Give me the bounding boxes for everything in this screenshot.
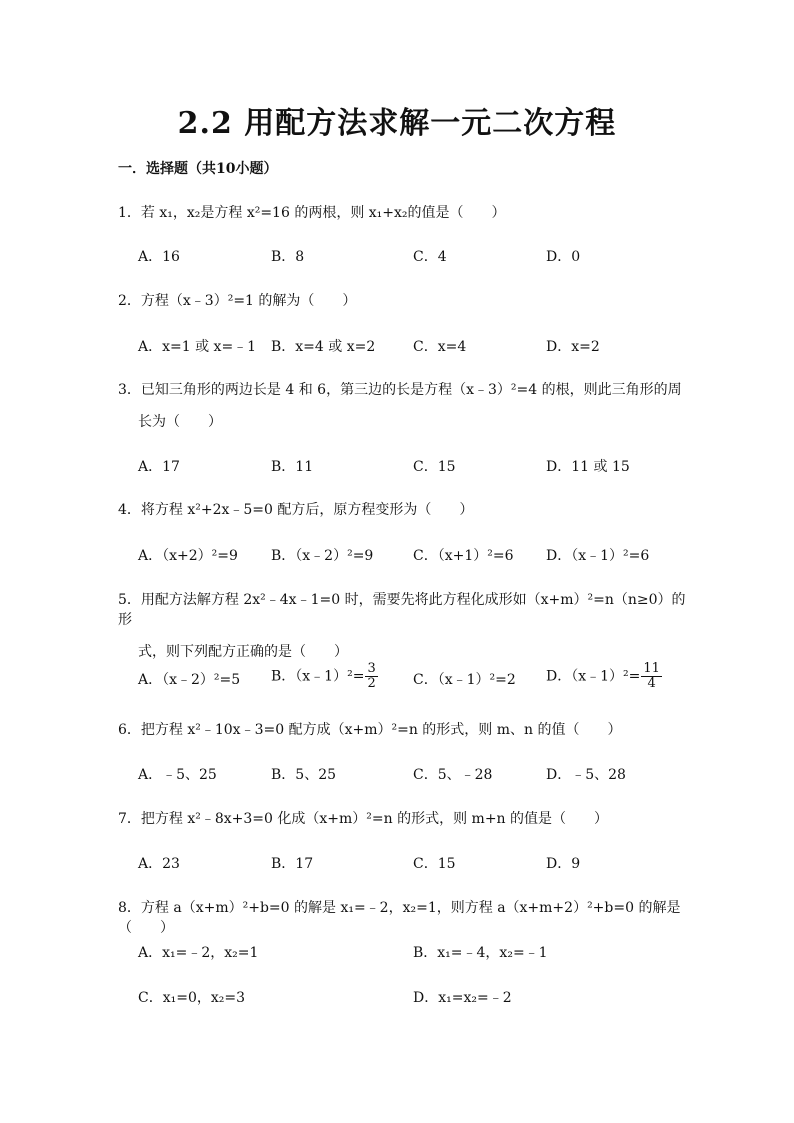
option-d-text: D．（x﹣1）²= (546, 668, 641, 685)
fraction (365, 662, 377, 691)
question-3 (118, 380, 688, 432)
option-d: D．﹣5、28 (546, 767, 626, 783)
option-a: A．（x+2）²=9 (138, 548, 238, 564)
option-d: D．9 (546, 856, 581, 872)
option-a: A．17 (138, 459, 180, 475)
option-b (271, 662, 378, 691)
fraction-denominator: 2 (367, 676, 376, 691)
option-c: C．15 (413, 459, 456, 475)
option-a: A．23 (138, 856, 180, 872)
question-5-options (138, 662, 698, 696)
option-c: C．（x﹣1）²=2 (413, 672, 516, 688)
fraction-numerator: 3 (367, 661, 376, 676)
option-b: B．17 (271, 856, 314, 872)
option-c: C．4 (413, 249, 447, 265)
option-a: A．（x﹣2）²=5 (138, 672, 241, 688)
question-2-options (138, 336, 698, 360)
option-a: A．x₁=﹣2，x₂=1 (138, 945, 259, 961)
question-8-options-row2 (138, 987, 698, 1011)
option-d: D．x₁=x₂=﹣2 (413, 990, 512, 1006)
option-b: B．8 (271, 249, 305, 265)
option-a: A．x=1 或 x=﹣1 (138, 339, 257, 355)
option-d (546, 662, 662, 691)
option-c: C．15 (413, 856, 456, 872)
question-2-text: 2．方程（x﹣3）²=1 的解为（ ） (118, 293, 357, 309)
question-7-text: 7．把方程 x²﹣8x+3=0 化成（x+m）²=n 的形式，则 m+n 的值是（ ） (118, 811, 609, 827)
option-b: B．x=4 或 x=2 (271, 339, 376, 355)
option-b: B．11 (271, 459, 314, 475)
option-b-text: B．（x﹣1）²= (271, 668, 365, 685)
question-4-options (138, 545, 698, 569)
question-3-text: 3．已知三角形的两边长是 4 和 6，第三边的长是方程（x﹣3）²=4 的根，则此三角形的周 (118, 382, 682, 398)
option-c: C．x₁=0，x₂=3 (138, 990, 246, 1006)
question-3-options (138, 456, 698, 480)
question-6-text: 6．把方程 x²﹣10x﹣3=0 配方成（x+m）²=n 的形式，则 m、n 的值（ ） (118, 722, 622, 738)
section-heading: 一．选择题（共10小题） (118, 161, 278, 177)
option-a: A．16 (138, 249, 180, 265)
option-d: D．0 (546, 249, 581, 265)
question-1-text: 1．若 x₁，x₂是方程 x²=16 的两根，则 x₁+x₂的值是（ ） (118, 205, 506, 221)
option-c: C．（x+1）²=6 (413, 548, 514, 564)
option-d: D．11 或 15 (546, 459, 630, 475)
question-6 (118, 720, 688, 740)
question-5-text-cont: 式，则下列配方正确的是（ ） (138, 644, 348, 660)
question-4-text: 4．将方程 x²+2x﹣5=0 配方后，原方程变形为（ ） (118, 502, 474, 518)
question-5 (118, 590, 688, 662)
question-2 (118, 291, 688, 311)
question-8-options-row1 (138, 942, 698, 966)
question-6-options (138, 764, 698, 788)
option-d: D．x=2 (546, 339, 600, 355)
question-8 (118, 898, 688, 938)
fraction-numerator: 11 (643, 661, 660, 676)
page-title: 2.2 用配方法求解一元二次方程 (177, 106, 617, 141)
option-d: D．（x﹣1）²=6 (546, 548, 650, 564)
question-7 (118, 809, 688, 829)
question-1 (118, 203, 688, 223)
option-b: B．x₁=﹣4，x₂=﹣1 (413, 945, 548, 961)
question-7-options (138, 853, 698, 877)
option-a: A．﹣5、25 (138, 767, 217, 783)
question-1-options (138, 246, 698, 270)
question-4 (118, 500, 688, 520)
option-c: C．x=4 (413, 339, 467, 355)
option-c: C．5、﹣28 (413, 767, 493, 783)
question-5-text: 5．用配方法解方程 2x²﹣4x﹣1=0 时，需要先将此方程化成形如（x+m）²=n（n≥0）的形 (118, 592, 686, 628)
question-3-text-cont: 长为（ ） (138, 414, 222, 430)
option-b: B．5、25 (271, 767, 337, 783)
fraction (641, 662, 662, 691)
fraction-denominator: 4 (647, 676, 656, 691)
option-b: B．（x﹣2）²=9 (271, 548, 374, 564)
question-8-text: 8．方程 a（x+m）²+b=0 的解是 x₁=﹣2，x₂=1，则方程 a（x+m+2）²+b=0 的解是（ ） (118, 900, 681, 936)
